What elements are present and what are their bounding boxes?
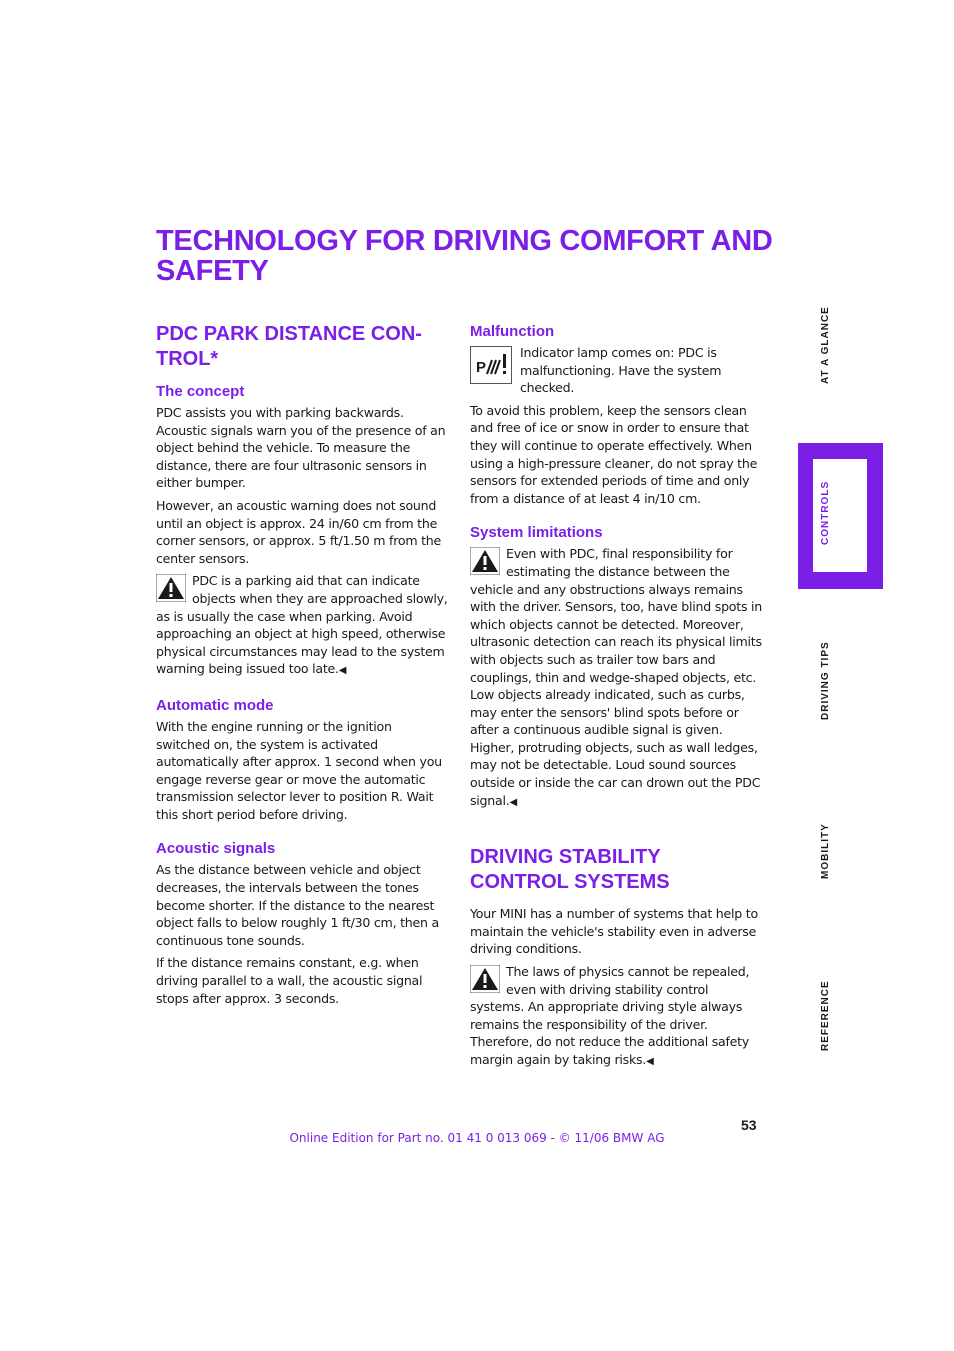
driving-stability-section [470, 845, 762, 1070]
automatic-mode-paragraph: With the engine running or the ignition switched on, the system is activated automatically after approx. 1 second when you engage reverse gear or move the automatic transmission selector lever to position R. Wait this short period before driving. [156, 718, 442, 822]
driving-stability-note [470, 963, 762, 1071]
automatic-mode-section [156, 696, 448, 824]
malfunction-section [470, 322, 762, 507]
sidebar-tab-mobility[interactable]: MOBILITY [820, 823, 831, 879]
pdc-heading: PDC PARK DISTANCE CON-TROL* [156, 323, 422, 370]
warning-triangle-icon [156, 574, 186, 602]
acoustic-signals-heading: Acoustic signals [156, 840, 276, 858]
malfunction-heading: Malfunction [470, 323, 555, 340]
driving-stability-heading: DRIVING STABILITY CONTROL SYSTEMS [470, 846, 670, 894]
automatic-mode-heading: Automatic mode [156, 696, 274, 714]
svg-text:P: P [476, 359, 486, 376]
system-limitations-heading: System limitations [470, 524, 603, 542]
left-column [156, 322, 448, 1023]
warning-triangle-icon [470, 965, 500, 993]
malfunction-paragraph-2: To avoid this problem, keep the sensors clean and free of ice or snow in order to ensure that they will continue to operate effectively. When using a high-pressure cleaner, do not spray the sensors for extended periods of time and only from a distance of at least 4 in/10 cm. [470, 402, 758, 506]
sidebar-tab-at-a-glance[interactable]: AT A GLANCE [820, 306, 831, 384]
concept-paragraph-1: PDC assists you with parking backwards. Acoustic signals warn you of the presence of an object behind the vehicle. To measure the distance, there are four ultrasonic sensors in either bumper. [156, 405, 446, 491]
acoustic-paragraph-1: As the distance between vehicle and object decreases, the intervals between the tones become shorter. If the distance to the nearest object falls to below roughly 1 ft/30 cm, then a continuous tone sounds. [156, 862, 439, 948]
concept-warning-note [156, 572, 448, 680]
end-mark: ◀ [509, 796, 517, 808]
acoustic-paragraph-2: If the distance remains constant, e.g. when driving parallel to a wall, the acoustic signal stops after approx. 3 seconds. [156, 955, 423, 1006]
sidebar-tab-controls[interactable]: CONTROLS [820, 480, 831, 545]
acoustic-signals-section [156, 839, 448, 1007]
page-number: 53 [741, 1117, 757, 1133]
concept-heading: The concept [156, 383, 245, 400]
sidebar-tab-reference[interactable]: REFERENCE [820, 980, 831, 1051]
driving-stability-paragraph: Your MINI has a number of systems that help to maintain the vehicle's stability even in adverse driving conditions. [470, 906, 758, 957]
end-mark: ◀ [646, 1056, 654, 1067]
system-limitations-note [470, 545, 762, 811]
footer: Online Edition for Part no. 01 41 0 013 069 - © 11/06 BMW AG [289, 1131, 665, 1145]
limits-note-text: Even with PDC, final responsibility for estimating the distance between the vehicle and any obstructions always remains with the driver. Sensors, too, have blind spots in which objects cannot be detected. Moreover, ultrasonic detection can reach its physical limits with objects such as trailer tow bars and couplings, thin and wedge-shaped objects, etc. Low objects already indicated, such as curbs, may enter the sensors' blind spots before or after a continuous audible signal is given. Higher, protruding objects, such as wall ledges, may not be detectable. Loud sound sources outside or inside the car can drown out the PDC signal. [470, 546, 763, 808]
concept-section [156, 382, 448, 680]
malfunction-text: Indicator lamp comes on: PDC is malfunctioning. Have the system checked. [520, 345, 722, 396]
concept-paragraph-2: However, an acoustic warning does not sound until an object is approx. 24 in/60 cm from the corner sensors, or approx. 5 ft/1.50 m from the center sensors. [156, 497, 442, 566]
warning-triangle-icon [470, 547, 500, 575]
concept-note-text: PDC is a parking aid that can indicate objects when they are approached slowly, as is usually the case when parking. Avoid approaching an object at high speed, otherwise physical circumstances may lead to the system warning being issued too late. [156, 573, 448, 677]
dsc-note-text: The laws of physics cannot be repealed, even with driving stability control systems. An appropriate driving style always remains the responsibility of the driver. Therefore, do not reduce the additional safety margin again by taking risks. [470, 964, 750, 1067]
system-limitations-section [470, 523, 762, 811]
right-column [470, 322, 762, 1087]
pdc-indicator-icon [470, 346, 512, 384]
end-mark: ◀ [338, 665, 347, 677]
page-title: TECHNOLOGY FOR DRIVING COMFORT AND SAFETY [156, 225, 773, 287]
sidebar-tab-driving-tips[interactable]: DRIVING TIPS [820, 641, 831, 720]
malfunction-paragraph-1 [470, 344, 762, 397]
